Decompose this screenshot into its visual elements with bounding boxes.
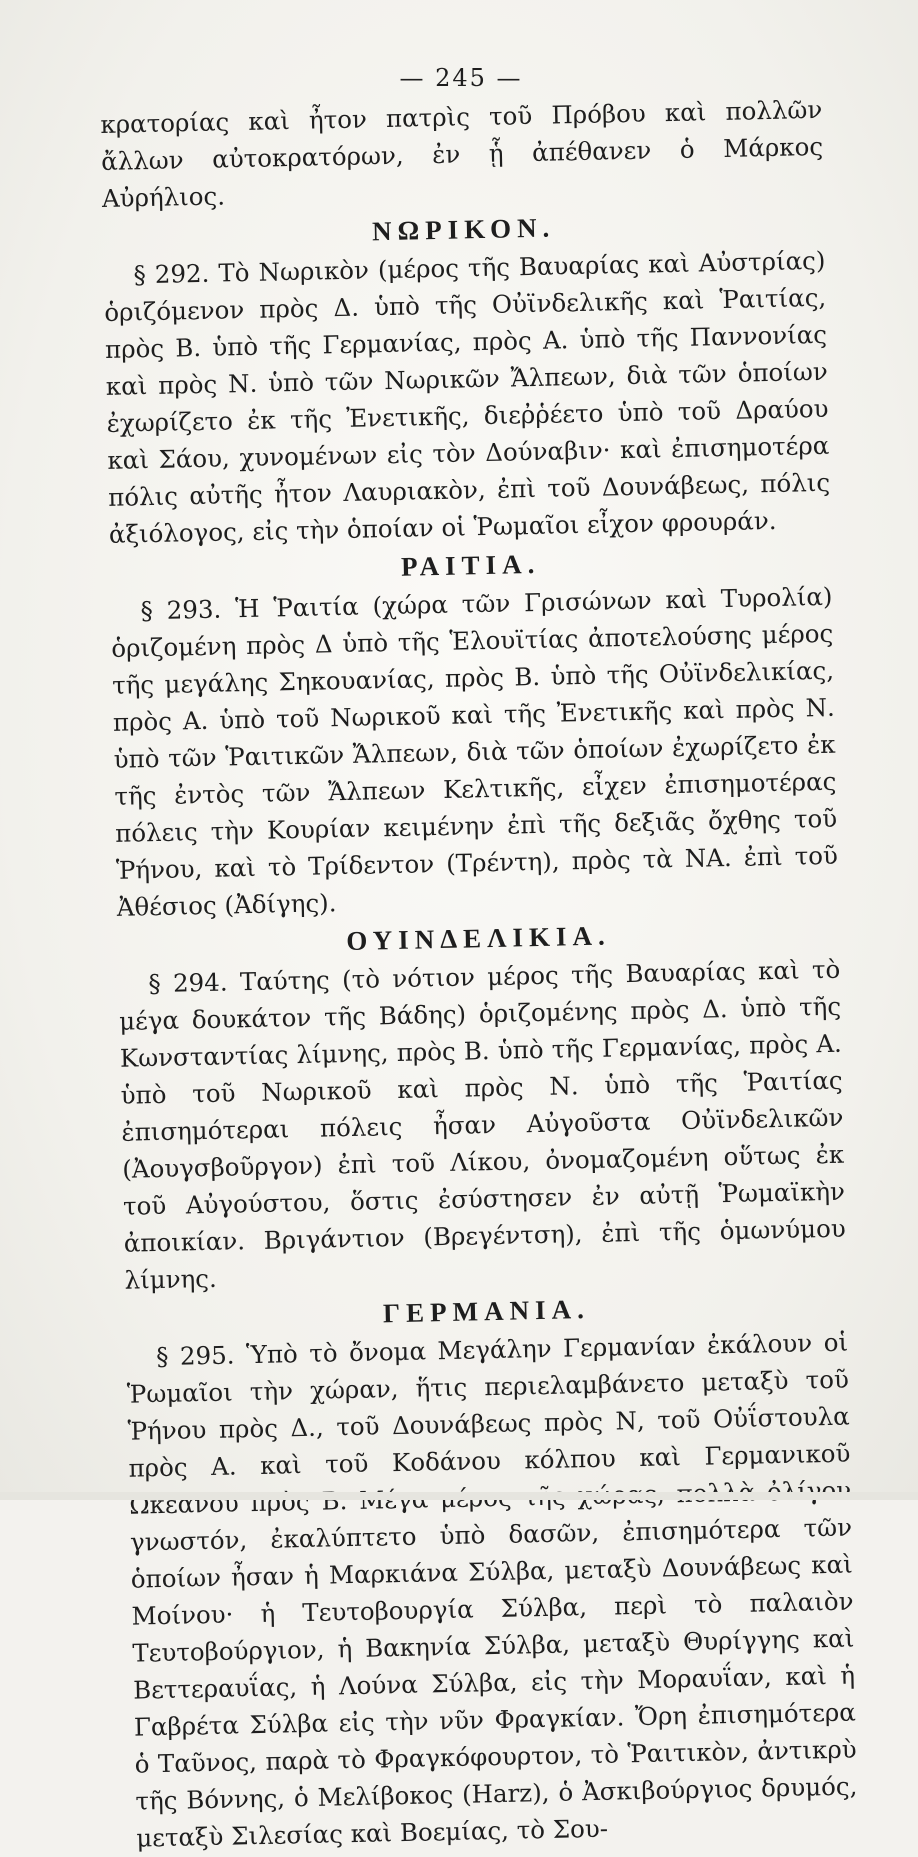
paragraph-295: § 295. Ὑπὸ τὸ ὄνομα Μεγάλην Γερμανίαν ἐκάλουν οἱ Ῥωμαῖοι τὴν χώραν, ἥτις περιελαμβάνετο μεταξὺ τοῦ Ῥήνου πρὸς Δ., τοῦ Δουνάβεως πρὸς Ν, τοῦ Οὐΐστουλα πρὸς Α. καὶ τοῦ Κοδάνου κόλπου καὶ Γερμανικοῦ Ὠκεανοῦ πρὸς Β. ὀλίγον γνωστόν, ἐκαλύπτετο ὑπὸ δασῶν, ἐπισημότερα τῶν ὁποίων ἦσαν ἡ Μαρκιάνα Σύλβα, μεταξὺ Δουνάβεως καὶ Μοίνου· ἡ Τευτοβουργία Σύλβα, περὶ τὸ παλαιὸν Τευτοβούργιον, ἡ Βακηνία Σύλβα, μεταξὺ Θυρίγγης καὶ Βεττεραυΐας, ἡ Λούνα Σύλβα, εἰς τὴν Μοραυΐαν, καὶ ἡ Γαβρέτα Σύλβα εἰς τὴν νῦν Φραγκίαν. Ὄρη ἐπισημότερα ὁ Ταῦνος, παρὰ τὸ Φραγκόφουρτον, τὸ Ῥαιτικὸν, ἀντικρὺ τῆς Βόννης, ὁ Μελίβοκος (Harz), ὁ Ἀσκιβούργιος δρυμός, μεταξὺ Σιλεσίας καὶ Βοεμίας, τὸ Σου- <box>126 1327 858 1853</box>
heading-noricum: ΝΩΡΙΚΟΝ. <box>371 212 556 247</box>
page-body <box>100 91 859 1857</box>
page-number: — 245 — <box>399 64 523 92</box>
heading-raetia: ΡΑΙΤΙΑ. <box>400 548 541 582</box>
paragraph-292: § 292. Τὸ Νωρικὸν (μέρος τῆς Βαυαρίας καὶ Αὐστρίας) ὁριζόμενον πρὸς Δ. ὑπὸ τῆς Οὐϊνδελικῆς καὶ Ῥαιτίας, πρὸς Β. ὑπὸ τῆς Γερμανίας, πρὸς Α. ὑπὸ τῆς Παννονίας καὶ πρὸς Ν. ὑπὸ τῶν Νωρικῶν Ἄλπεων, διὰ τῶν ὁποίων ἐχωρίζετο ἐκ τῆς Ἐνετικῆς, διεῤῥέετο ὑπὸ τοῦ Δραύου καὶ Σάου, χυνομένων εἰς τὸν Δούναβιν· καὶ ἐπισημοτέρα πόλις αὐτῆς ἦτον Λαυριακὸν, ἐπὶ τοῦ Δουνάβεως, πόλις ἀξιόλογος, εἰς τὴν ὁποίαν οἱ Ῥωμαῖοι εἶχον φρουράν. <box>104 245 831 549</box>
heading-vindelicia: ΟΥΙΝΔΕΛΙΚΙΑ. <box>346 920 611 957</box>
paragraph-continuation: κρατορίας καὶ ἦτον πατρὶς τοῦ Πρόβου καὶ πολλῶν ἄλλων αὐτοκρατόρων, ἐν ᾗ ἀπέθανεν ὁ Μάρκος Αὐρήλιος. <box>100 94 824 213</box>
paragraph-293: § 293. Ἡ Ῥαιτία (χώρα τῶν Γρισώνων καὶ Τυρολία) ὁριζομένη πρὸς Δ ὑπὸ τῆς Ἑλουϊτίας ἀποτελούσης μέρος τῆς μεγάλης Σηκουανίας, πρὸς Β. ὑπὸ τῆς Οὐϊνδελικίας, πρὸς Α. ὑπὸ τοῦ Νωρικοῦ καὶ τῆς Ἐνετικῆς καὶ πρὸς Ν. ὑπὸ τῶν Ῥαιτικῶν Ἄλπεων, διὰ τῶν ὁποίων ἐχωρίζετο ἐκ τῆς ἐντὸς τῶν Ἄλπεων Κελτικῆς, εἶχεν ἐπισημοτέρας πόλεις τὴν Κουρίαν κειμένην ἐπὶ τῆς δεξιᾶς ὄχθης τοῦ Ῥήνου, καὶ τὸ Τρίδεντον (Τρέντη), πρὸς τὰ ΝΑ. ἐπὶ τοῦ Ἀθέσιος (Ἀδίγης). <box>111 581 839 922</box>
heading-germania: ΓΕΡΜΑΝΙΑ. <box>382 1294 591 1329</box>
page-bottom-edge <box>0 1492 918 1500</box>
paragraph-294: § 294. Ταύτης (τὸ νότιον μέρος τῆς Βαυαρίας καὶ τὸ μέγα δουκάτον τῆς Βάδης) ὁριζομένης πρὸς Δ. ὑπὸ τῆς Κωνσταντίας λίμνης, πρὸς Β. ὑπὸ τῆς Γερμανίας, πρὸς Α. ὑπὸ τοῦ Νωρικοῦ καὶ πρὸς Ν. ὑπὸ τῆς Ῥαιτίας ἐπισημότεραι πόλεις ἦσαν Αὐγοῦστα Οὐϊνδελικῶν (Ἀουγσβοῦργον) ἐπὶ τοῦ Λίκου, ὀνομαζομένη οὕτως ἐκ τοῦ Αὐγούστου, ὅστις ἐσύστησεν ἐν αὐτῇ Ῥωμαϊκὴν ἀποικίαν. Βριγάντιον (Βρεγέντση), ἐπὶ τῆς ὁμωνύμου λίμνης. <box>118 954 846 1295</box>
